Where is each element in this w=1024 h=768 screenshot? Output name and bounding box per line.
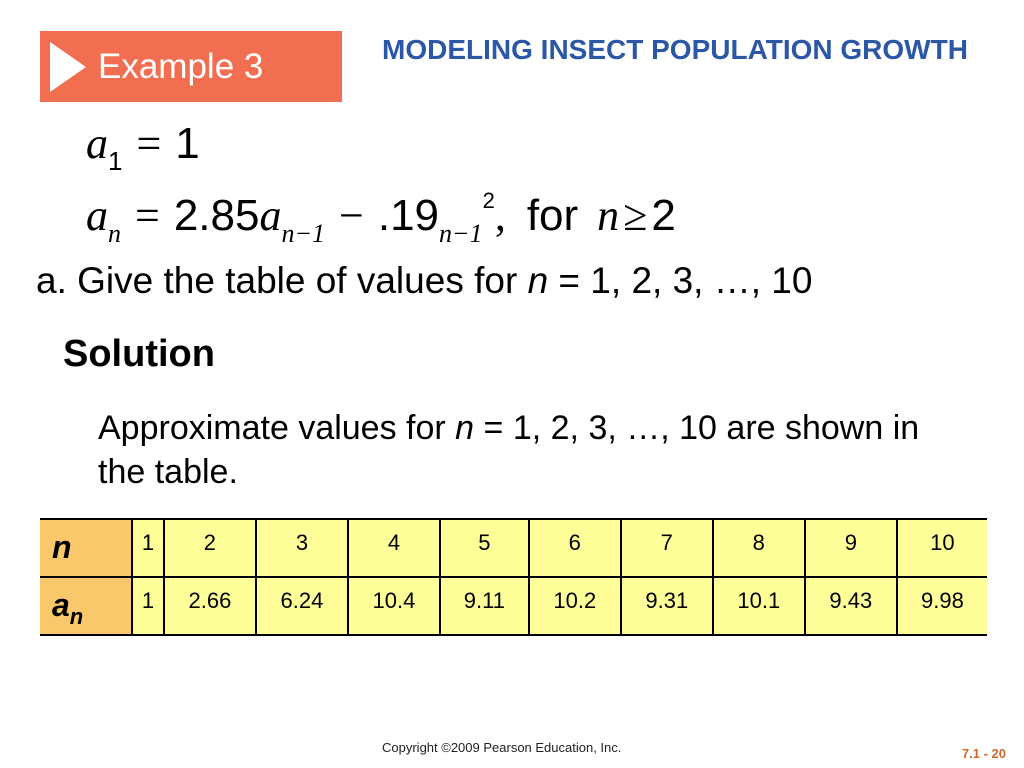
- table-cell: 8: [713, 519, 805, 577]
- equation-initial: [86, 118, 200, 176]
- eq1-var: a: [86, 119, 108, 168]
- table-cell: 9.31: [621, 577, 713, 635]
- table-cell: 6: [529, 519, 621, 577]
- table-cell: 1: [132, 519, 164, 577]
- solution-text-after: = 1, 2, 3, …, 10 are shown in the table.: [98, 409, 920, 491]
- table-row-n: [40, 519, 987, 577]
- eq2-term2-sub: n−1: [439, 219, 483, 248]
- table-cell: 9.11: [440, 577, 529, 635]
- eq1-rhs: 1: [175, 119, 200, 168]
- table-row-an: [40, 577, 987, 635]
- table-cell: 9: [805, 519, 897, 577]
- eq2-for: for: [526, 191, 579, 240]
- copyright: Copyright ©2009 Pearson Education, Inc.: [382, 740, 622, 755]
- table-cell: 10.2: [529, 577, 621, 635]
- eq2-cond-var: n: [597, 191, 620, 240]
- question-var: n: [527, 260, 549, 301]
- question-a: [36, 260, 812, 302]
- eq2-comma: ,: [494, 191, 506, 240]
- eq2-cond-val: 2: [651, 191, 676, 240]
- table-cell: 10.4: [348, 577, 440, 635]
- table-cell: 4: [348, 519, 440, 577]
- row-header-n: n: [40, 519, 132, 577]
- table-cell: 6.24: [256, 577, 348, 635]
- solution-heading: Solution: [63, 333, 215, 375]
- table-cell: 2: [164, 519, 256, 577]
- eq1-sub: 1: [108, 146, 123, 176]
- row-header-an: [40, 577, 132, 635]
- table-cell: 5: [440, 519, 529, 577]
- table-cell: 7: [621, 519, 713, 577]
- row-header-an-var: a: [52, 587, 70, 623]
- slide-title: MODELING INSECT POPULATION GROWTH: [382, 34, 968, 65]
- eq1-op: =: [136, 119, 162, 168]
- equation-recursive: [86, 188, 676, 248]
- eq2-op: =: [135, 191, 160, 240]
- solution-var: n: [455, 409, 475, 447]
- eq2-lhs-sub: n: [108, 219, 121, 248]
- row-header-an-sub: n: [69, 604, 84, 629]
- arrow-icon: [50, 42, 86, 92]
- values-table: [40, 518, 987, 636]
- table-cell: 9.43: [805, 577, 897, 635]
- solution-text-before: Approximate values for: [98, 409, 456, 447]
- page-number: 7.1 - 20: [961, 746, 1006, 761]
- table-cell: 9.98: [897, 577, 987, 635]
- table-cell: 2.66: [164, 577, 256, 635]
- table-cell: 3: [256, 519, 348, 577]
- solution-text: [98, 406, 958, 494]
- eq2-minus: −: [339, 191, 364, 240]
- eq2-lhs-var: a: [86, 191, 108, 240]
- eq2-coef: 2.85: [173, 191, 260, 240]
- table-cell: 1: [132, 577, 164, 635]
- eq2-term-var: a: [259, 191, 282, 240]
- question-prefix: a. Give the table of values for: [36, 260, 528, 301]
- eq2-exp: 2: [482, 188, 495, 213]
- eq2-term-sub: n−1: [281, 219, 326, 248]
- eq2-coef2: .19: [377, 191, 440, 240]
- question-suffix: = 1, 2, 3, …, 10: [548, 260, 813, 301]
- table-cell: 10.1: [713, 577, 805, 635]
- example-label: Example 3: [98, 46, 264, 86]
- table-cell: 10: [897, 519, 987, 577]
- eq2-cond-op: ≥: [623, 191, 648, 240]
- example-badge: [40, 31, 342, 102]
